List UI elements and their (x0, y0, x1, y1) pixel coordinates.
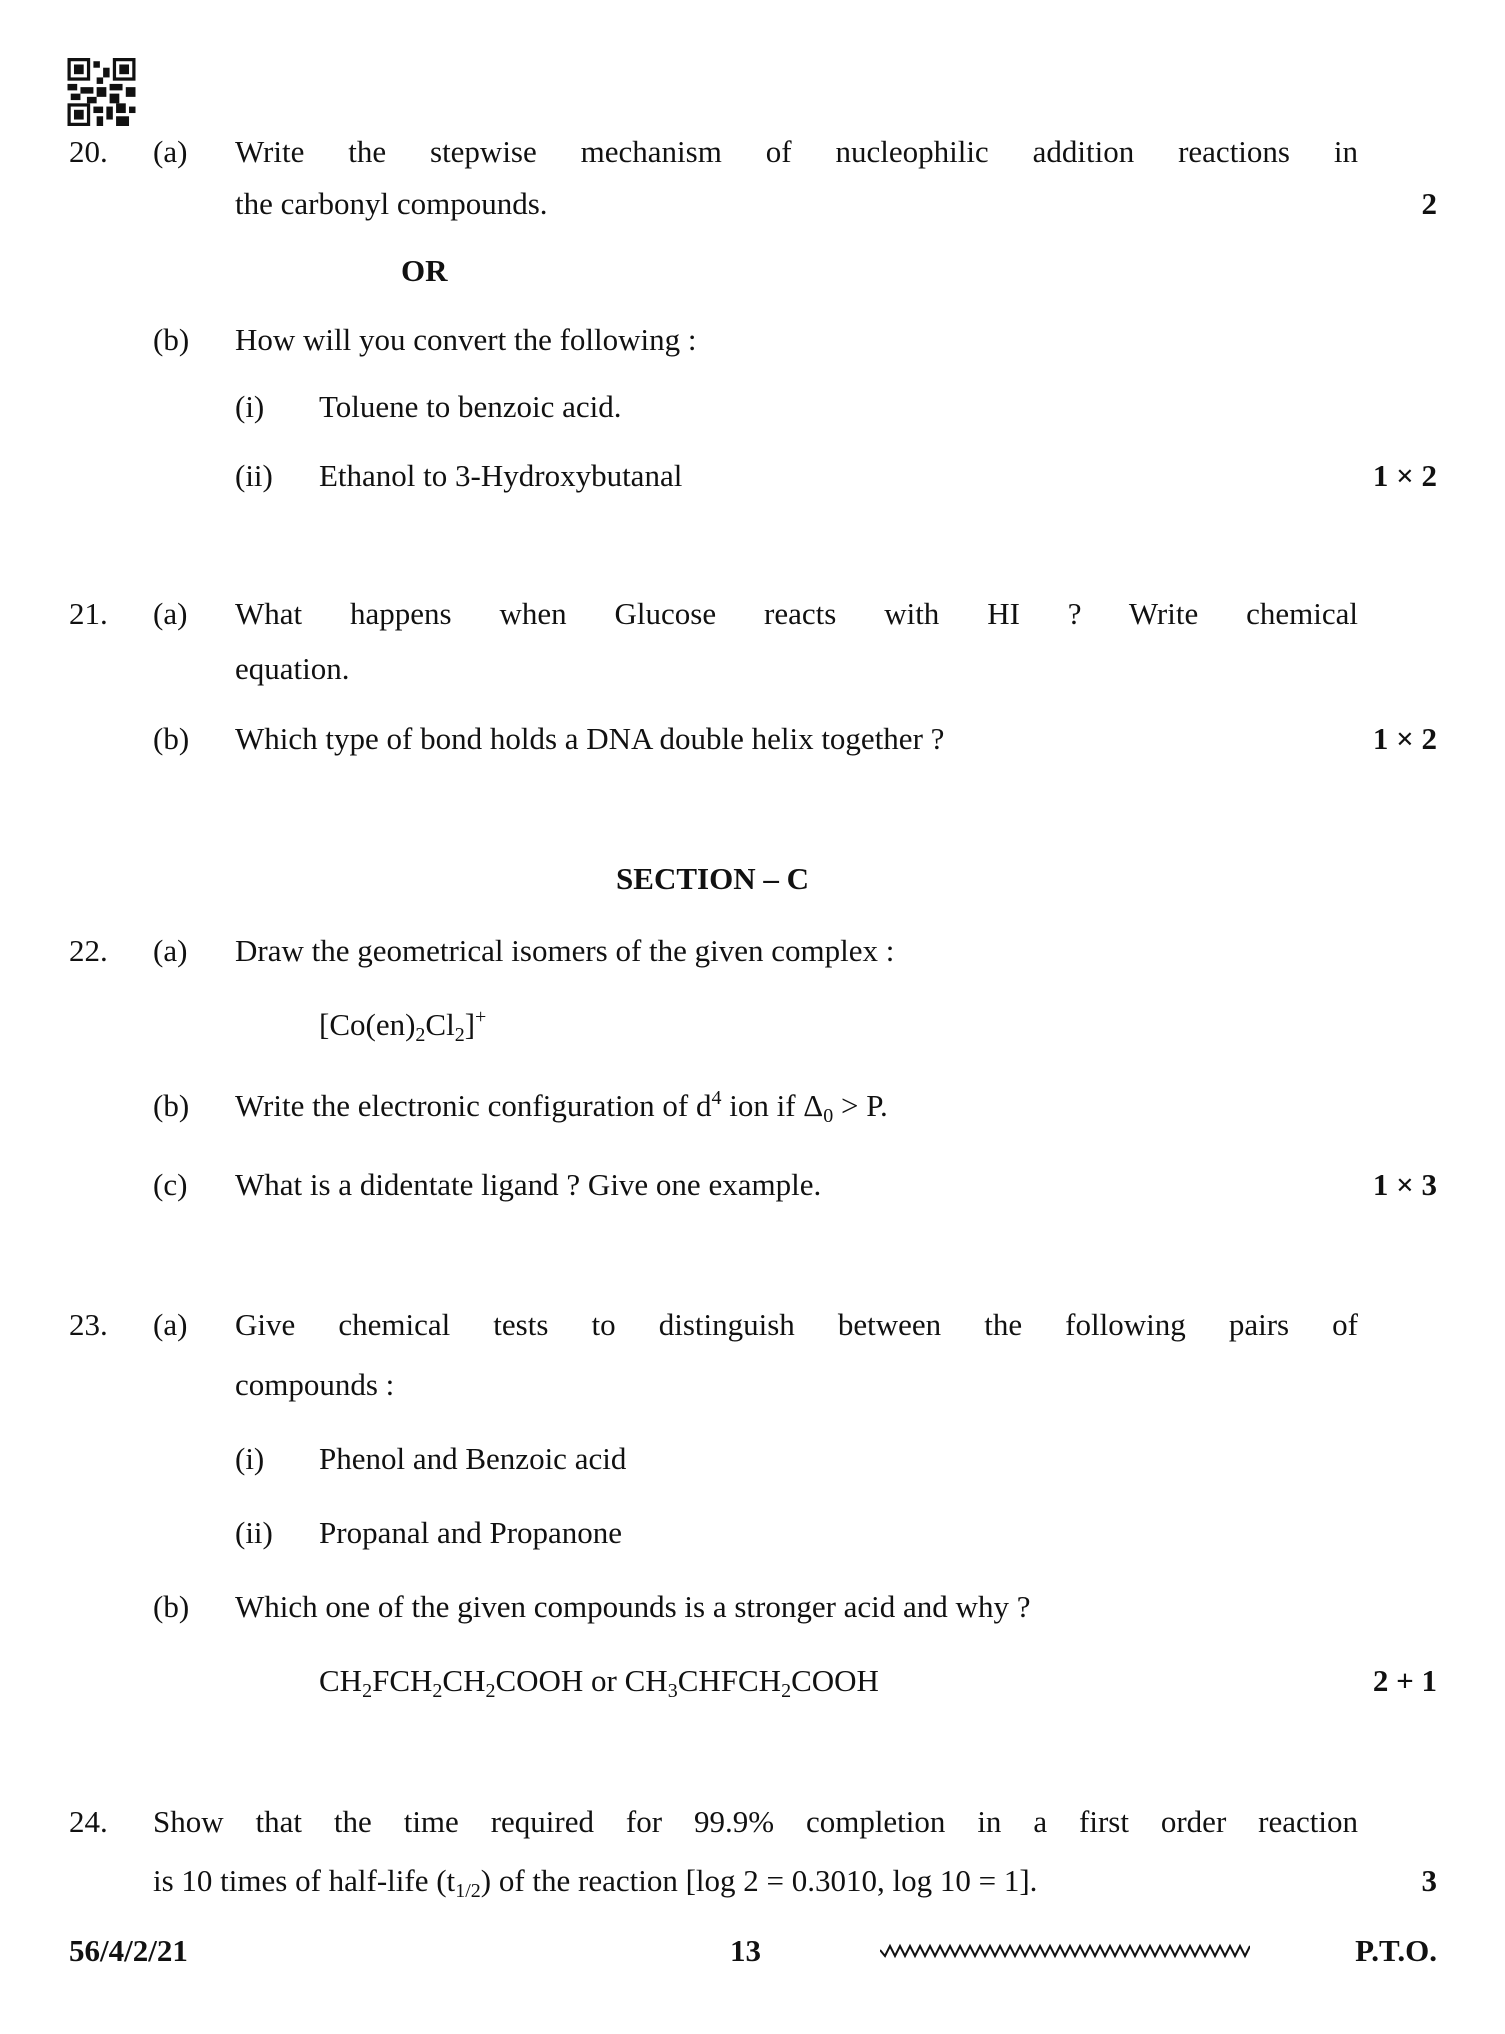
q23-acid-formulas: $CH_2FCH_2CH_2COOH$ or $CH_3CHFCH_2COOH$ (319, 1663, 879, 1702)
q23-b-text: Which one of the given compounds is a stronger acid and why ? (235, 1589, 1031, 1624)
q22-a-text: Draw the geometrical isomers of the given complex : (235, 933, 895, 968)
paper-code: 56/4/2/21 (69, 1933, 188, 1968)
question-number-22: 22. (69, 933, 108, 968)
q24-line1: Show that the time required for 99.9% completion in a first order reaction (153, 1804, 1358, 1839)
q23-a-line2: compounds : (235, 1367, 395, 1402)
q21-b-label: (b) (153, 721, 190, 756)
q20-ii-text: Ethanol to 3-Hydroxybutanal (319, 458, 683, 493)
q21-b-text: Which type of bond holds a DNA double helix together ? (235, 721, 945, 756)
q23-marks: 2 + 1 (1372, 1663, 1437, 1698)
q24-line2: is 10 times of half-life $(t_{1/2})$ of the reaction [log 2 = 0.3010, log 10 = 1]. (153, 1863, 1038, 1902)
question-number-23: 23. (69, 1307, 108, 1342)
q22-marks: 1 × 3 (1372, 1167, 1437, 1202)
pto-label: P.T.O. (1355, 1933, 1437, 1968)
q20-i-text: Toluene to benzoic acid. (319, 389, 622, 424)
q20-b-label: (b) (153, 322, 190, 357)
question-number-24: 24. (69, 1804, 108, 1839)
q22-b-text: Write the electronic configuration of $d^4$ ion if $\Delta_0 > P$. (235, 1087, 888, 1127)
q22-c-text: What is a didentate ligand ? Give one example. (235, 1167, 822, 1202)
q20-ii-label: (ii) (235, 458, 273, 493)
q20-i-label: (i) (235, 389, 265, 424)
q23-ii-label: (ii) (235, 1515, 273, 1550)
q21-marks: 1 × 2 (1372, 721, 1437, 756)
wavy-line-decoration (880, 1940, 1250, 1960)
question-number-21: 21. (69, 596, 108, 631)
q21-a-line1: What happens when Glucose reacts with HI ? Write chemical (235, 596, 1358, 631)
q20-b-text: How will you convert the following : (235, 322, 697, 357)
q20-a-marks: 2 (1421, 186, 1437, 221)
page-number: 13 (730, 1933, 761, 1968)
q23-i-label: (i) (235, 1441, 265, 1476)
q23-a-label: (a) (153, 1307, 188, 1342)
q23-ii-text: Propanal and Propanone (319, 1515, 623, 1550)
q22-complex-formula: $[Co(en)_2Cl_2]^+$ (319, 1006, 487, 1046)
q23-a-line1: Give chemical tests to distinguish between the following pairs of (235, 1307, 1358, 1342)
q23-i-text: Phenol and Benzoic acid (319, 1441, 627, 1476)
q20-a-label: (a) (153, 134, 188, 169)
qr-code-icon (67, 58, 136, 126)
question-number-20: 20. (69, 134, 108, 169)
q20-a-line2: the carbonyl compounds. (235, 186, 548, 221)
q24-marks: 3 (1421, 1863, 1437, 1898)
q21-a-label: (a) (153, 596, 188, 631)
q22-a-label: (a) (153, 933, 188, 968)
q23-b-label: (b) (153, 1589, 190, 1624)
section-heading: SECTION – C (616, 861, 809, 896)
q20-b-marks: 1 × 2 (1372, 458, 1437, 493)
q22-b-label: (b) (153, 1088, 190, 1123)
q22-c-label: (c) (153, 1167, 188, 1202)
q20-a-line1: Write the stepwise mechanism of nucleophilic addition reactions in (235, 134, 1358, 169)
or-separator: OR (401, 253, 448, 288)
q21-a-line2: equation. (235, 651, 350, 686)
